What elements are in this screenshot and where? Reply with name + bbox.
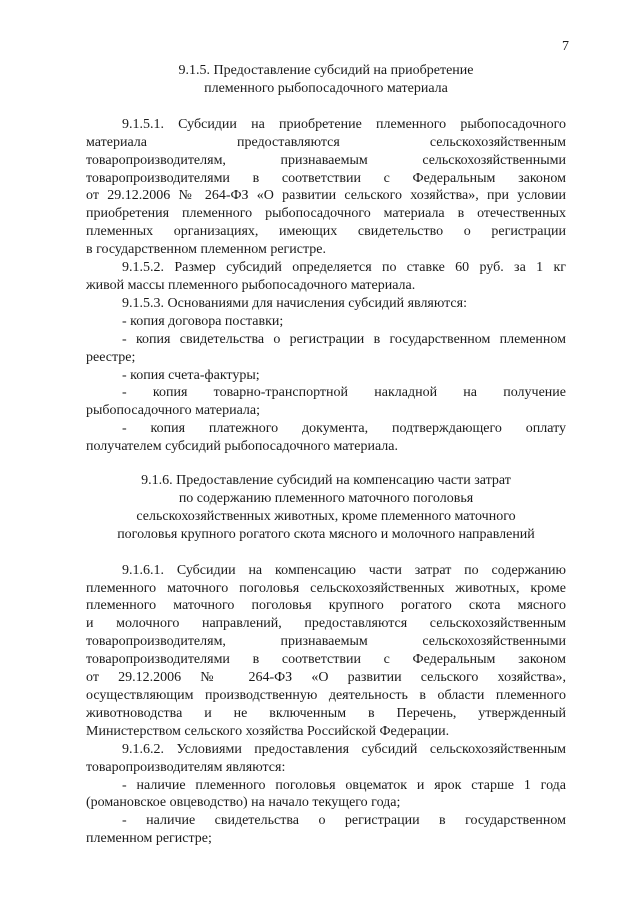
text-line: товаропроизводителями в соответствии с Федеральным законом	[86, 652, 566, 668]
text-line: - копия свидетельства о регистрации в государственном племенном	[122, 331, 566, 347]
text-line: - копия счета-фактуры;	[122, 367, 260, 383]
heading-line: 9.1.5. Предоставление субсидий на приобретение	[178, 63, 474, 78]
paragraph	[86, 295, 566, 313]
text-line: - наличие племенного поголовья овцематок и ярок старше 1 года	[122, 777, 566, 793]
text-line: в государственном племенном регистре.	[86, 242, 326, 258]
text-line: материала предоставляются сельскохозяйственным	[86, 134, 566, 150]
text-line: получателем субсидий рыбопосадочного материала.	[86, 439, 398, 455]
heading-line: 9.1.6. Предоставление субсидий на компенсацию части затрат	[141, 473, 511, 489]
document-body	[86, 62, 566, 848]
text-line: - копия договора поставки;	[122, 313, 284, 329]
text-line: племенных организациях, имеющих свидетельство о регистрации	[86, 224, 566, 240]
text-line: рыбопосадочного материала;	[86, 403, 261, 419]
text-line: от 29.12.2006 № 264-ФЗ «О развитии сельского хозяйства», при условии	[86, 188, 566, 204]
text-line: - наличие свидетельства о регистрации в государственном	[122, 813, 566, 829]
text-line: племенном регистре;	[86, 831, 212, 847]
text-line: 9.1.5.3. Основаниями для начисления субсидий являются:	[122, 295, 467, 311]
paragraph	[86, 420, 566, 456]
text-line: от 29.12.2006 № 264-ФЗ «О развитии сельского хозяйства»,	[86, 670, 566, 686]
text-line: Министерством сельского хозяйства Российской Федерации.	[86, 723, 450, 739]
paragraph	[86, 116, 566, 259]
paragraph	[86, 313, 566, 331]
paragraph	[86, 331, 566, 367]
paragraph	[86, 367, 566, 385]
text-line: и молочного направлений, предоставляются сельскохозяйственным	[86, 616, 566, 632]
heading-line: сельскохозяйственных животных, кроме племенного маточного	[136, 508, 516, 524]
text-line: племенного маточного поголовья крупного рогатого скота мясного	[86, 598, 566, 614]
paragraph	[86, 384, 566, 420]
heading-line: по содержанию племенного маточного поголовья	[178, 490, 474, 506]
section-body	[86, 116, 566, 456]
paragraph	[86, 741, 566, 777]
text-line: живой массы племенного рыбопосадочного материала.	[86, 277, 416, 293]
text-line: товаропроизводителями в соответствии с Федеральным законом	[86, 170, 566, 186]
heading-line: поголовья крупного рогатого скота мясного и молочного направлений	[117, 526, 535, 542]
heading-line: племенного рыбопосадочного материала	[204, 80, 448, 96]
text-line: (романовское овцеводство) на начало текущего года;	[86, 795, 401, 811]
text-line: 9.1.6.1. Субсидии на компенсацию части затрат по содержанию	[122, 562, 566, 578]
text-line: реестре;	[86, 349, 136, 365]
text-line: - копия платежного документа, подтверждающего оплату	[122, 421, 566, 437]
paragraph	[86, 562, 566, 741]
paragraph	[86, 777, 566, 813]
section-heading	[86, 62, 566, 98]
page-number: 7	[562, 39, 569, 54]
text-line: племенного маточного поголовья сельскохозяйственных животных, кроме	[86, 580, 566, 596]
text-line: осуществляющим производственную деятельность в области племенного	[86, 688, 566, 703]
text-line: товаропроизводителям, признаваемым сельскохозяйственными	[86, 634, 566, 650]
section-heading	[86, 472, 566, 544]
text-line: 9.1.6.2. Условиями предоставления субсидий сельскохозяйственным	[122, 741, 566, 757]
section-body	[86, 562, 566, 849]
text-line: - копия товарно-транспортной накладной на получение	[122, 385, 566, 401]
text-line: товаропроизводителям являются:	[86, 759, 286, 775]
text-line: приобретения племенного рыбопосадочного материала в отечественных	[86, 206, 566, 222]
paragraph	[86, 812, 566, 848]
paragraph	[86, 259, 566, 295]
text-line: 9.1.5.2. Размер субсидий определяется по ставке 60 руб. за 1 кг	[122, 260, 566, 276]
text-line: животноводства и не включенным в Перечень, утвержденный	[86, 705, 566, 721]
text-line: товаропроизводителям, признаваемым сельскохозяйственными	[86, 152, 566, 168]
text-line: 9.1.5.1. Субсидии на приобретение племенного рыбопосадочного	[122, 116, 566, 132]
